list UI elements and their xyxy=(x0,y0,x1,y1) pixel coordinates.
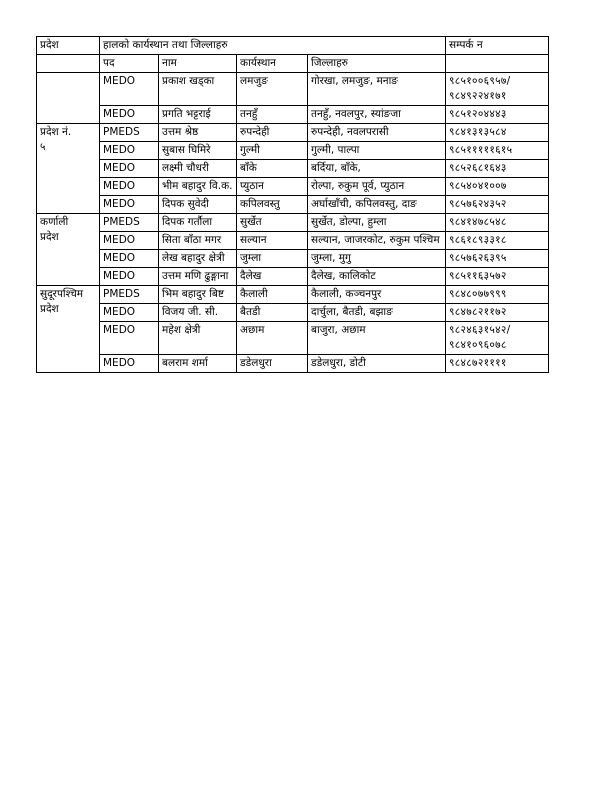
districts-cell: सल्यान, जाजरकोट, रुकुम पश्चिम xyxy=(308,232,446,250)
pradesh-cell: प्रदेश नं. ५ xyxy=(37,124,100,214)
contacts-table-body xyxy=(37,37,549,373)
post-cell: PMEDS xyxy=(100,214,159,232)
name-cell: प्रकाश खड्का xyxy=(159,73,237,106)
table-row xyxy=(37,124,549,142)
name-cell: दिपक गर्तौला xyxy=(159,214,237,232)
office-cell: दैलेख xyxy=(237,268,308,286)
contact-cell: ९८५४०४१००७ xyxy=(446,178,549,196)
name-cell: उत्तम श्रेष्ठ xyxy=(159,124,237,142)
post-cell: MEDO xyxy=(100,304,159,322)
contact-cell: ९८४८०७७९९९ xyxy=(446,286,549,304)
table-row xyxy=(37,73,549,106)
contact-cell: ९८६१८९३३१८ xyxy=(446,232,549,250)
districts-cell: दार्चुला, बैतडी, बझाङ xyxy=(308,304,446,322)
office-cell: कैलाली xyxy=(237,286,308,304)
name-cell: विजय जी. सी. xyxy=(159,304,237,322)
name-cell: महेश क्षेत्री xyxy=(159,322,237,355)
post-cell: MEDO xyxy=(100,196,159,214)
office-cell: अछाम xyxy=(237,322,308,355)
header-contact: सम्पर्क न xyxy=(446,37,549,55)
post-cell: MEDO xyxy=(100,232,159,250)
districts-cell: गोरखा, लमजुङ, मनाङ xyxy=(308,73,446,106)
post-cell: PMEDS xyxy=(100,286,159,304)
header-current-post-group: हालको कार्यस्थान तथा जिल्लाहरु xyxy=(100,37,446,55)
table-row xyxy=(37,322,549,355)
contact-cell: ९८५७६२४३५२ xyxy=(446,196,549,214)
contact-cell: ९८५१००६९५७/ ९८४९२२४१७१ xyxy=(446,73,549,106)
contact-cell: ९८५१२०४४४३ xyxy=(446,106,549,124)
post-cell: MEDO xyxy=(100,268,159,286)
districts-cell: रुपन्देही, नवलपरासी xyxy=(308,124,446,142)
post-cell: MEDO xyxy=(100,355,159,373)
header-districts: जिल्लाहरु xyxy=(308,55,446,73)
header-row-sub xyxy=(37,55,549,73)
pradesh-cell: सुदूरपश्चिम प्रदेश xyxy=(37,286,100,373)
header-pradesh-blank xyxy=(37,55,100,73)
header-office: कार्यस्थान xyxy=(237,55,308,73)
table-row xyxy=(37,355,549,373)
districts-cell: बर्दिया, बाँके, xyxy=(308,160,446,178)
contact-cell: ९८४१३१३५८४ xyxy=(446,124,549,142)
contact-cell: ९८५१११११६१५ xyxy=(446,142,549,160)
header-row-main xyxy=(37,37,549,55)
name-cell: सिता बाँठा मगर xyxy=(159,232,237,250)
name-cell: लक्ष्मी चौधरी xyxy=(159,160,237,178)
districts-cell: बाजुरा, अछाम xyxy=(308,322,446,355)
pradesh-cell xyxy=(37,73,100,124)
contact-cell: ९८५७६२६३९५ xyxy=(446,250,549,268)
contact-cell: ९८२४६३१५४२/ ९८४१०९६०७८ xyxy=(446,322,549,355)
districts-cell: जुम्ला, मुगु xyxy=(308,250,446,268)
table-row xyxy=(37,142,549,160)
table-row xyxy=(37,106,549,124)
districts-cell: सुर्खेत, डोल्पा, हुम्ला xyxy=(308,214,446,232)
pradesh-cell: कर्णाली प्रदेश xyxy=(37,214,100,286)
header-pradesh: प्रदेश xyxy=(37,37,100,55)
name-cell: सुबास घिमिरे xyxy=(159,142,237,160)
districts-cell: दैलेख, कालिकोट xyxy=(308,268,446,286)
office-cell: डडेलधुरा xyxy=(237,355,308,373)
table-row xyxy=(37,286,549,304)
districts-cell: तनहुँ, नवलपुर, स्यांङजा xyxy=(308,106,446,124)
post-cell: MEDO xyxy=(100,250,159,268)
office-cell: गुल्मी xyxy=(237,142,308,160)
contact-cell: ९८५२६८१६४३ xyxy=(446,160,549,178)
post-cell: MEDO xyxy=(100,142,159,160)
contact-cell: ९८४१४७८५४८ xyxy=(446,214,549,232)
table-row xyxy=(37,214,549,232)
districts-cell: अर्घाखाँची, कपिलवस्तु, दाङ xyxy=(308,196,446,214)
table-row xyxy=(37,304,549,322)
contact-cell: ९८४७८२११७२ xyxy=(446,304,549,322)
table-row xyxy=(37,178,549,196)
table-row xyxy=(37,160,549,178)
post-cell: MEDO xyxy=(100,106,159,124)
name-cell: भिम बहादुर बिष्ट xyxy=(159,286,237,304)
contact-cell: ९८५११६३५७२ xyxy=(446,268,549,286)
table-row xyxy=(37,232,549,250)
contacts-table xyxy=(36,36,549,373)
office-cell: सुर्खेत xyxy=(237,214,308,232)
post-cell: MEDO xyxy=(100,178,159,196)
header-name: नाम xyxy=(159,55,237,73)
office-cell: बैतडी xyxy=(237,304,308,322)
name-cell: प्रगति भट्टराई xyxy=(159,106,237,124)
name-cell: भीम बहादुर वि.क. xyxy=(159,178,237,196)
office-cell: कपिलवस्तु xyxy=(237,196,308,214)
districts-cell: गुल्मी, पाल्पा xyxy=(308,142,446,160)
header-contact-blank xyxy=(446,55,549,73)
post-cell: MEDO xyxy=(100,160,159,178)
name-cell: बलराम शर्मा xyxy=(159,355,237,373)
table-row xyxy=(37,250,549,268)
districts-cell: रोल्पा, रुकुम पूर्व, प्युठान xyxy=(308,178,446,196)
office-cell: प्युठान xyxy=(237,178,308,196)
office-cell: बाँके xyxy=(237,160,308,178)
office-cell: लमजुङ xyxy=(237,73,308,106)
name-cell: लेख बहादुर क्षेत्री xyxy=(159,250,237,268)
districts-cell: कैलाली, कञ्चनपुर xyxy=(308,286,446,304)
post-cell: MEDO xyxy=(100,73,159,106)
name-cell: उत्तम मणि ढुङ्गाना xyxy=(159,268,237,286)
office-cell: जुम्ला xyxy=(237,250,308,268)
contact-cell: ९८४८७२११११ xyxy=(446,355,549,373)
post-cell: PMEDS xyxy=(100,124,159,142)
post-cell: MEDO xyxy=(100,322,159,355)
office-cell: सल्यान xyxy=(237,232,308,250)
office-cell: तनहुँ xyxy=(237,106,308,124)
table-row xyxy=(37,196,549,214)
header-post: पद xyxy=(100,55,159,73)
name-cell: दिपक सुवेदी xyxy=(159,196,237,214)
office-cell: रुपन्देही xyxy=(237,124,308,142)
table-row xyxy=(37,268,549,286)
districts-cell: डडेलधुरा, डोटी xyxy=(308,355,446,373)
